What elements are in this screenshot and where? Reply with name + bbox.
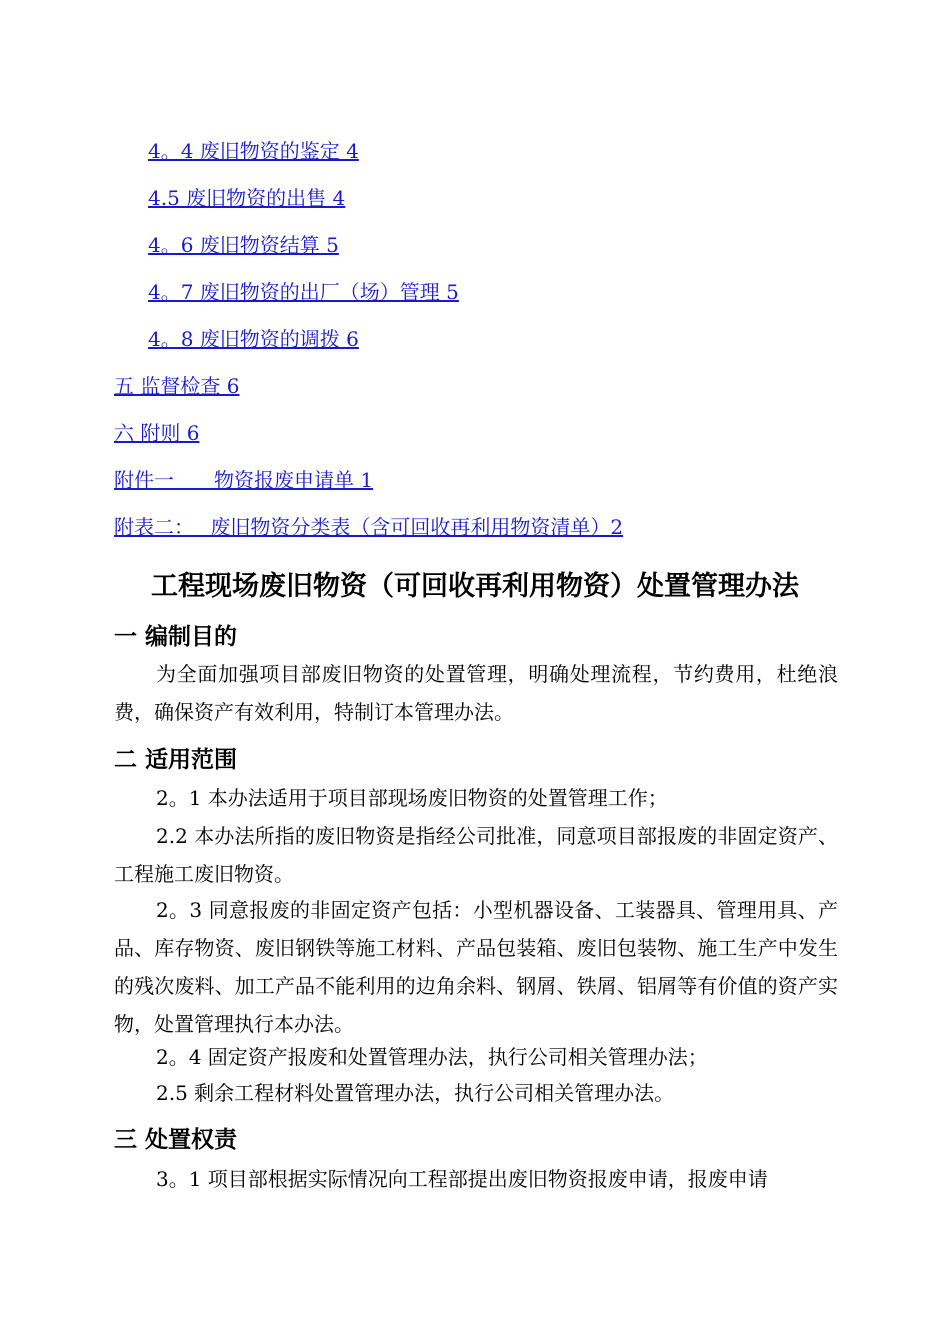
toc-link-4-7[interactable]: 4。7 废旧物资的出厂（场）管理 5 — [148, 280, 459, 304]
paragraph-2-3: 2。3 同意报废的非固定资产包括：小型机器设备、工装器具、管理用具、产品、库存物资、废旧钢铁等施工材料、产品包装箱、废旧包装物、施工生产中发生的残次废料、加工产品不能利用的边角余料、钢屑、铁屑、铝屑等有价值的资产实物，处置管理执行本办法。 — [114, 898, 838, 1036]
section-heading-2: 二 适用范围 — [114, 747, 238, 773]
paragraph-1-1: 为全面加强项目部废旧物资的处置管理，明确处理流程，节约费用，杜绝浪费，确保资产有效利用，特制订本管理办法。 — [114, 662, 838, 724]
paragraph-3-1: 3。1 项目部根据实际情况向工程部提出废旧物资报废申请，报废申请 — [156, 1167, 768, 1191]
toc-link-4-5[interactable]: 4.5 废旧物资的出售 4 — [148, 186, 346, 210]
toc-link-attachment-1[interactable]: 附件一 物资报废申请单 1 — [114, 468, 374, 492]
paragraph-2-2: 2.2 本办法所指的废旧物资是指经公司批准，同意项目部报废的非固定资产、工程施工废旧物资。 — [114, 824, 838, 886]
section-heading-1: 一 编制目的 — [114, 624, 238, 650]
toc-link-4-8[interactable]: 4。8 废旧物资的调拨 6 — [148, 327, 359, 351]
paragraph-2-4: 2。4 固定资产报废和处置管理办法，执行公司相关管理办法； — [156, 1045, 708, 1069]
toc-link-4-4[interactable]: 4。4 废旧物资的鉴定 4 — [148, 139, 359, 163]
toc-link-4-6[interactable]: 4。6 废旧物资结算 5 — [148, 233, 339, 257]
toc-link-section-5[interactable]: 五 监督检查 6 — [114, 374, 240, 398]
toc-link-attachment-2[interactable]: 附表二： 废旧物资分类表（含可回收再利用物资清单）2 — [114, 515, 624, 539]
paragraph-2-5: 2.5 剩余工程材料处置管理办法，执行公司相关管理办法。 — [156, 1081, 675, 1105]
paragraph-2-1: 2。1 本办法适用于项目部现场废旧物资的处置管理工作； — [156, 786, 668, 810]
section-heading-3: 三 处置权责 — [114, 1127, 238, 1153]
document-title: 工程现场废旧物资（可回收再利用物资）处置管理办法 — [151, 571, 799, 602]
toc-link-section-6[interactable]: 六 附则 6 — [114, 421, 200, 445]
